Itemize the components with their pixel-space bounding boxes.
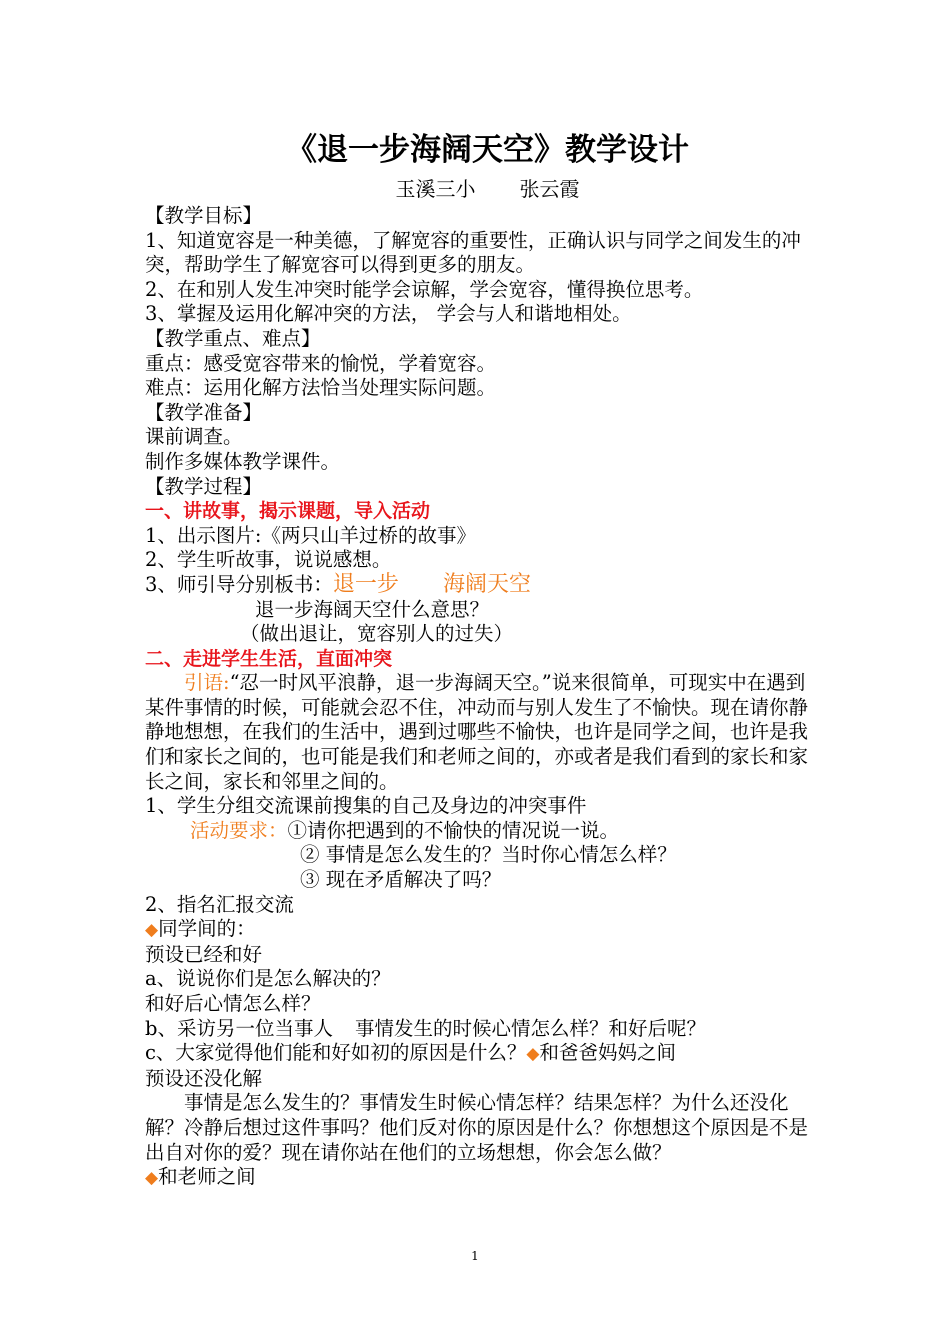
page-title: 《退一步海阔天空》教学设计 [286,132,689,168]
document-body [145,130,810,1191]
preset-1: 预设已经和好 [145,942,263,966]
prep-1: 课前调查。 [145,425,243,449]
part1-heading: 一、讲故事，揭示课题，导入活动 [145,500,431,523]
board-text-b: 海阔天空 [442,571,531,597]
goal-3: 3、掌握及运用化解冲突的方法， 学会与人和谐地相处。 [145,302,632,326]
question-a: a、说说你们是怎么解决的？ [145,967,391,991]
difficult-point: 难点：运用化解方法恰当处理实际问题。 [145,376,497,400]
board-text-a: 退一步 [332,571,399,597]
diamond-bullet-icon: ◆ [145,1168,159,1189]
author-name: 张云霞 [519,177,580,201]
parents-label: 和爸爸妈妈之间 [539,1041,677,1065]
intro-text: “忍一时风平浪静，退一步海阔天空。”说来很简单，可现实中在遇到某件事情的时候，可能就会忍不住，冲动而与别人发生了不愉快。现在请你静静地想想，在我们的生活中，遇到过哪些不愉快，也许是同学之间，也许是我们和家长之间的，也可能是我们和老师之间的，亦或者是我们看到的家长和家长之间，家长和邻里之间的。 [145,671,809,793]
key-point: 重点：感受宽容带来的愉悦，学着宽容。 [145,351,497,375]
question-c-text: c、大家觉得他们能和好如初的原因是什么？ [145,1041,527,1065]
question-b-part2: 事情发生的时候心情怎么样？和好后呢？ [354,1016,706,1040]
classmates-line [145,917,810,943]
activity-1: ①请你把遇到的不愉快的情况说一说。 [287,818,620,842]
parents-paragraph: 事情是怎么发生的？事情发生时候心情怎样？结果怎样？为什么还没化解？冷静后想过这件事吗？他们反对你的原因是什么？你想想这个原因是不是出自对你的爱？现在请你站在他们的立场想想，你会怎么做？ [145,1091,809,1164]
author-line [145,174,810,204]
part2-heading: 二、走进学生生活，直面冲突 [145,647,393,670]
diamond-bullet-icon: ◆ [526,1044,540,1065]
activity-2: ② 事情是怎么发生的？当时你心情怎么样？ [300,843,677,867]
teacher-label: 和老师之间 [158,1165,256,1189]
activity-line-1 [145,819,810,844]
part1-step-2: 2、学生听故事，说说感想。 [145,548,392,572]
prep-2: 制作多媒体教学课件。 [145,449,341,473]
question-c [145,1041,810,1067]
intro-label: 引语: [184,671,230,695]
teacher-line [145,1165,810,1191]
diamond-bullet-icon: ◆ [145,920,159,941]
section-process-heading: 【教学过程】 [145,474,263,498]
section-prep-heading: 【教学准备】 [145,400,263,424]
question-b-part1: b、采访另一位当事人 [145,1016,333,1040]
section-goal-heading: 【教学目标】 [145,204,263,227]
question-b [145,1017,810,1042]
step-3-prefix: 3、师引导分别板书： [145,572,333,596]
page-number: 1 [471,1249,479,1263]
part1-step-1: 1、出示图片:《两只山羊过桥的故事》 [145,523,476,547]
part2-step-1: 1、学生分组交流课前搜集的自己及身边的冲突事件 [145,794,587,818]
goal-2: 2、在和别人发生冲突时能学会谅解，学会宽容，懂得换位思考。 [145,277,704,301]
section-key-heading: 【教学重点、难点】 [145,326,321,350]
intro-paragraph [145,671,810,794]
activity-3: ③ 现在矛盾解决了吗？ [300,868,502,892]
classmates-label: 同学间的： [158,917,256,941]
question-a-2: 和好后心情怎么样？ [145,992,321,1015]
board-answer: （做出退让，宽容别人的过失） [240,622,514,646]
preset-2: 预设还没化解 [145,1066,263,1090]
activity-label: 活动要求： [190,818,288,842]
part1-step-3 [145,573,810,598]
board-question: 退一步海阔天空什么意思？ [255,597,490,621]
author-school: 玉溪三小 [395,177,476,201]
part2-step-2: 2、指名汇报交流 [145,892,294,916]
goal-1: 1、知道宽容是一种美德，了解宽容的重要性，正确认识与同学之间发生的冲突，帮助学生了解宽容可以得到更多的朋友。 [145,228,801,277]
